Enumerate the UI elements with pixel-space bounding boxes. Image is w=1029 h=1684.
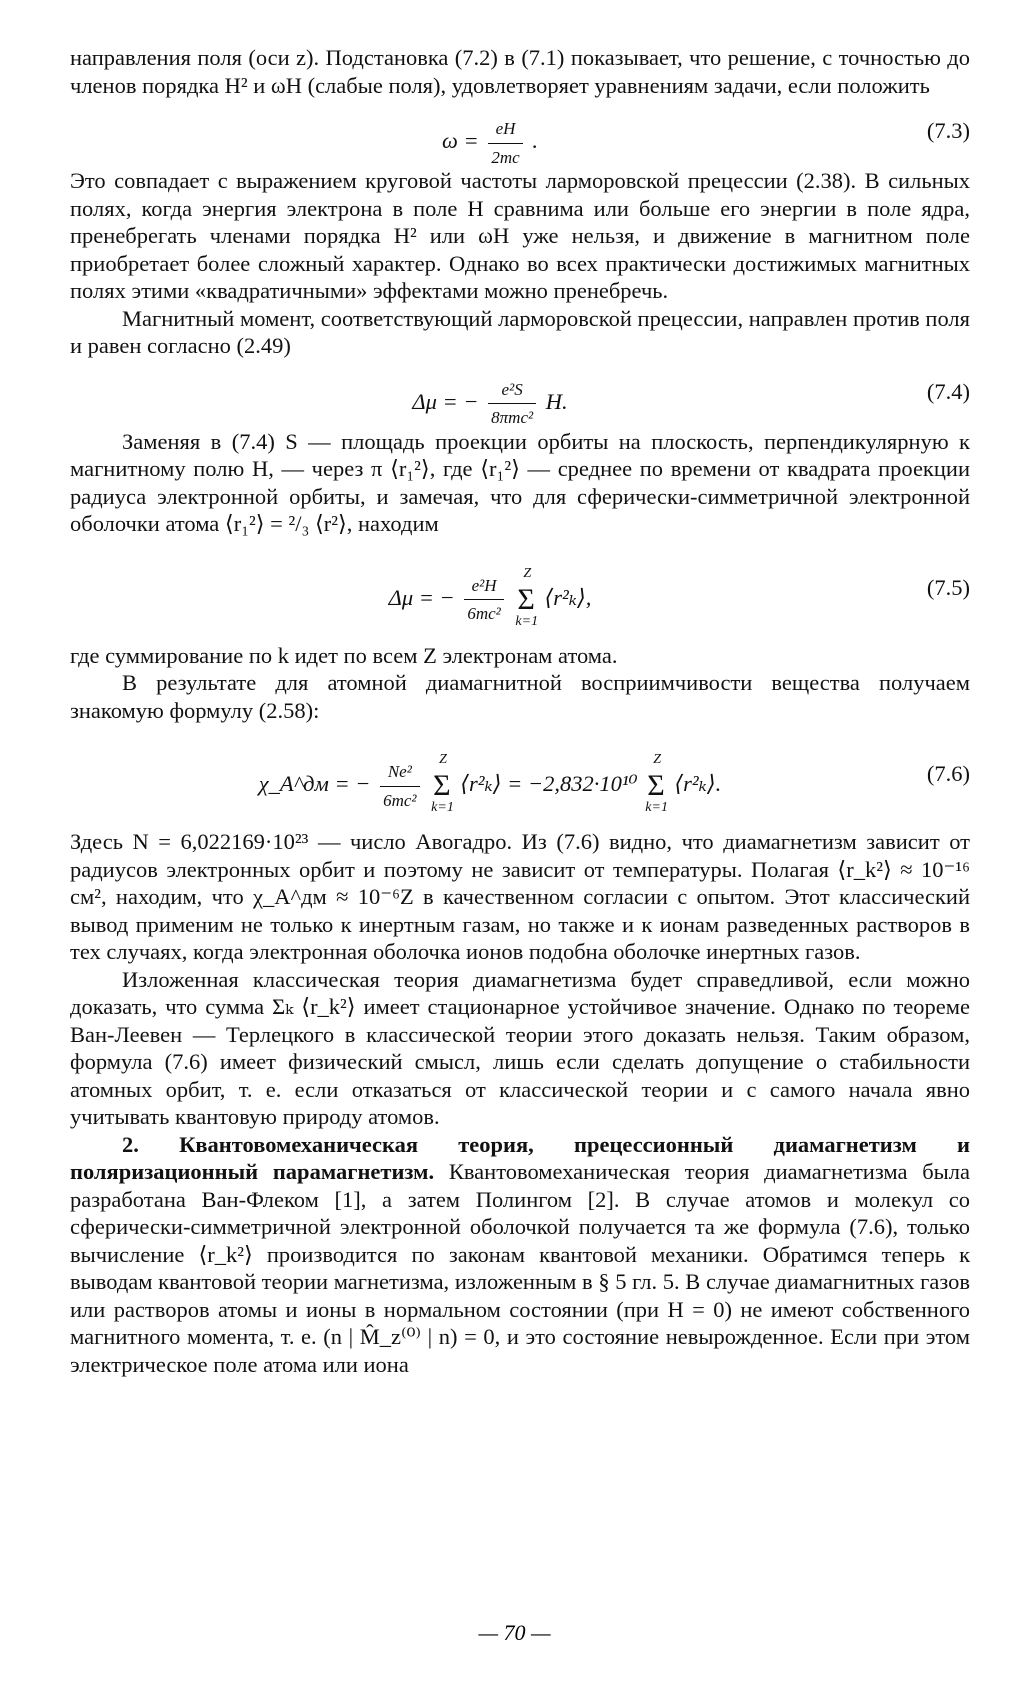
equation-number: (7.6): [926, 761, 970, 786]
sum-upper-limit: Z: [439, 752, 447, 768]
denominator: 2mc: [491, 147, 520, 167]
sum-lower-limit: k=1: [645, 800, 668, 816]
paragraph: Здесь N = 6,022169·10²³ — число Авогадро. Из (7.6) видно, что диамагнетизм зависит от радиусов электронных орбит и поэтому не зависит от температуры. Полагая ⟨r_k²⟩ ≈ 10⁻¹⁶ см², находим, что χ_A^дм ≈ 10⁻⁶Z в качественном согласии с опытом. Этот классический вывод применим не только к инертным газам, но также и к ионам разведенных растворов в тех случаях, когда электронная оболочка ионов подобна оболочке инертных газов.: [70, 829, 970, 964]
numerator: eH: [488, 115, 522, 144]
denominator: 8πmc²: [491, 408, 534, 427]
paragraph: Заменяя в (7.4) S — площадь проекции орбиты на плоскость, перпендикулярную к магнитному полю H, — через π ⟨r₁²⟩, где ⟨r₁²⟩ — среднее по времени от квадрата проекции радиуса электронной орбиты, и замечая, что для сферически-симметричной электронной оболочки атома ⟨r₁²⟩ = ²/₃ ⟨r²⟩, находим: [70, 428, 970, 536]
sum-sign: Σ Z k=1: [433, 772, 450, 800]
page-number: — 70 —: [478, 1620, 551, 1645]
equation-lhs: Δμ = −: [412, 388, 479, 414]
fraction: [380, 758, 419, 814]
equation-number: (7.4): [926, 378, 970, 404]
equation-tail: .: [532, 128, 538, 154]
paragraph: Это совпадает с выражением круговой частоты ларморовской прецессии (2.38). В сильных полях, когда энергия электрона в поле H сравнима или больше его энергии в поле ядра, пренебрегать членами порядка H² или ωH уже нельзя, и движение в магнитном поле приобретает более сложный характер. Однако во всех практически достижимых магнитных полях этими «квадратичными» эффектами можно пренебречь.: [70, 168, 970, 303]
equation-number: (7.3): [926, 118, 970, 143]
equation-lhs: ω =: [442, 128, 479, 154]
sum-upper-limit: Z: [523, 565, 532, 581]
paragraph: Изложенная классическая теория диамагнетизма будет справедливой, если можно доказать, что сумма Σₖ ⟨r_k²⟩ имеет стационарное устойчивое значение. Однако по теореме Ван-Леевен — Терлецкого в классической теории этого доказать нельзя. Таким образом, формула (7.6) имеет физический смысл, лишь если сделать допущение о стабильности атомных орбит, т. е. если отказаться от классической теории и с самого начала явно учитывать квантовую природу атомов.: [70, 966, 970, 1129]
page-content: [70, 44, 970, 1378]
paragraph: направления поля (оси z). Подстановка (7.2) в (7.1) показывает, что решение, с точностью до членов порядка H² и ωH (слабые поля), удовлетворяет уравнениям задачи, если положить: [70, 45, 970, 98]
numerator: e²S: [488, 376, 536, 405]
equation-tail: H.: [545, 388, 568, 414]
equation-7-3: [70, 105, 970, 167]
fraction: [464, 572, 503, 628]
numerator: Ne²: [380, 758, 419, 787]
sum-lower-limit: k=1: [431, 800, 454, 816]
equation-middle: ⟨r²ₖ⟩ = −2,832·10¹⁰: [460, 771, 638, 797]
numerator: e²H: [464, 572, 503, 601]
equation-lhs: Δμ = −: [388, 584, 455, 610]
denominator: 6mc²: [467, 604, 501, 623]
equation-7-4: [70, 366, 970, 427]
equation-lhs: χ_A^дм = −: [258, 771, 371, 797]
paragraph: В результате для атомной диамагнитной восприимчивости вещества получаем знакомую формулу (2.58):: [70, 670, 970, 723]
section-text: Квантовомеханическая теория диамагнетизма была разработана Ван-Флеком [1], а затем Полингом [2]. В случае атомов и молекул со сферически-симметричной электронной оболочкой получается та же формула (7.6), только вычисление ⟨r_k²⟩ производится по законам квантовой механики. Обратимся теперь к выводам квантовой теории магнетизма, изложенным в § 5 гл. 5. В случае диамагнитных газов или растворов атомы и ионы в нормальном состоянии (при H = 0) не имеют собственного магнитного момента, т. е. (n | M̂_z⁽⁰⁾ | n) = 0, и это состояние невырожденное. Если при этом электрическое поле атома или иона: [70, 1159, 970, 1377]
denominator: 6mc²: [383, 790, 417, 810]
equation-number: (7.5): [926, 574, 970, 600]
equation-7-6: [70, 730, 970, 820]
paragraph: Магнитный момент, соответствующий ларморовской прецессии, направлен против поля и равен согласно (2.49): [70, 305, 970, 358]
sum-upper-limit: Z: [653, 752, 662, 768]
paragraph: где суммирование по k идет по всем Z электронам атома.: [70, 642, 618, 668]
equation-tail: ⟨r²ₖ⟩,: [544, 584, 592, 610]
paragraph: [70, 1131, 970, 1379]
equation-7-5: [70, 544, 970, 634]
fraction: [488, 115, 522, 171]
sum-lower-limit: k=1: [515, 613, 539, 629]
equation-tail: ⟨r²ₖ⟩.: [674, 771, 722, 797]
fraction: [488, 376, 536, 432]
section-title: 2. Квантовомеханическая теория, прецессионный диамагнетизм и поляризационный парамагнетизм.: [70, 1131, 970, 1184]
sum-sign: Σ Z k=1: [517, 586, 534, 614]
sum-sign: Σ Z k=1: [647, 772, 664, 800]
